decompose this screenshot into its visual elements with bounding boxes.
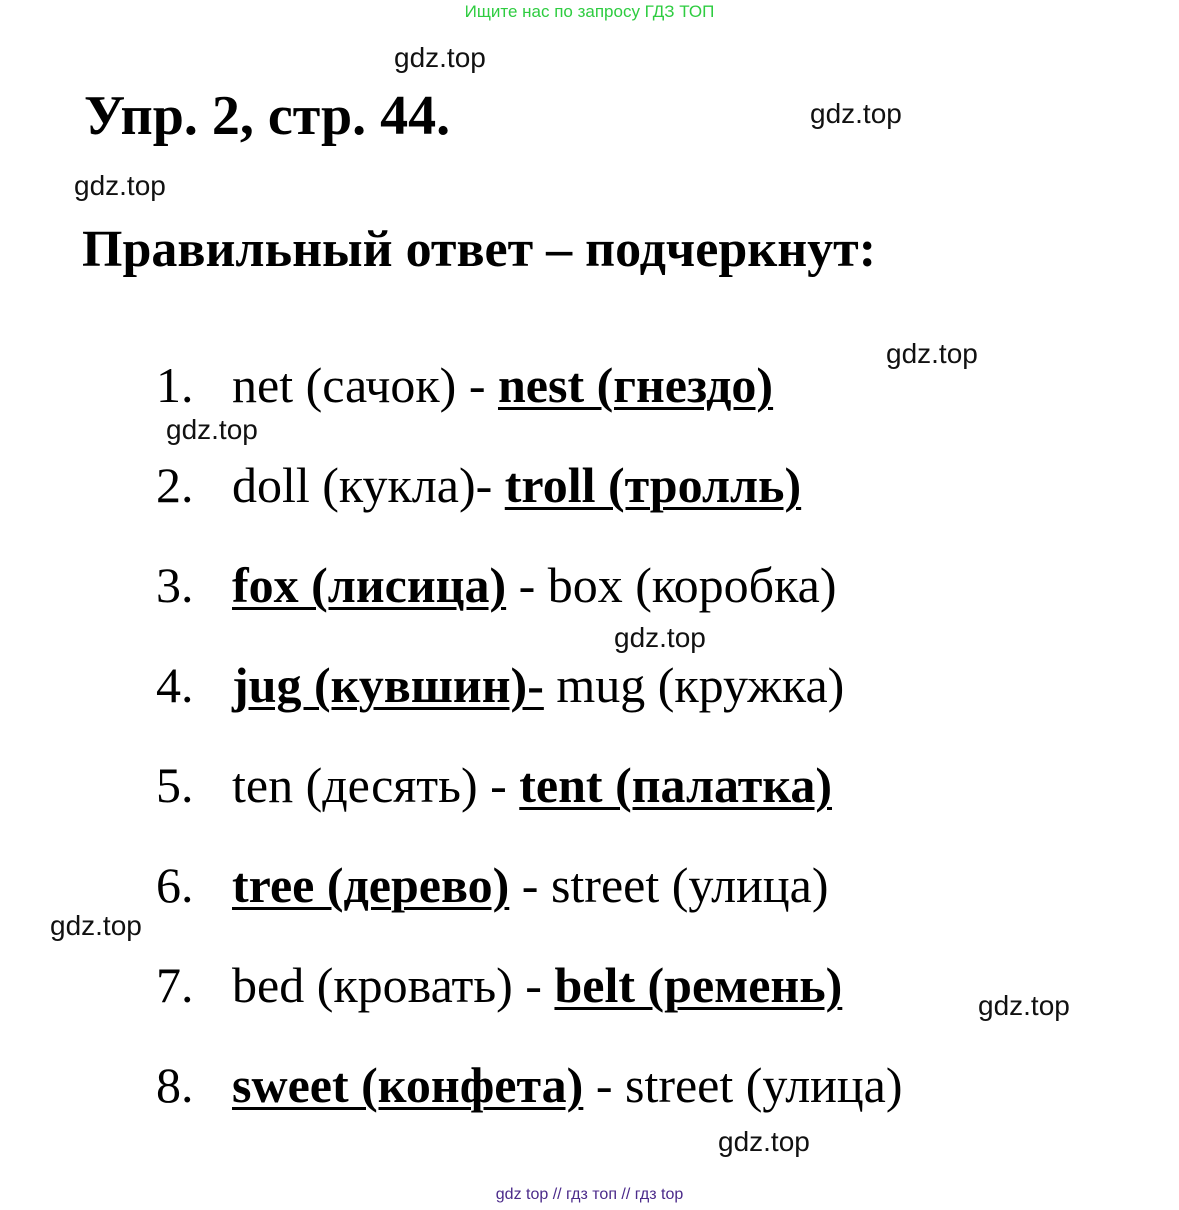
correct-answer: belt (ремень) — [554, 957, 843, 1013]
watermark: gdz.top — [810, 98, 902, 129]
list-item — [0, 356, 1179, 416]
instruction-subtitle: Правильный ответ – подчеркнут: — [82, 221, 877, 278]
watermark: gdz.top — [166, 414, 258, 445]
word-option: doll (кукла) — [232, 457, 476, 513]
item-number: 3. — [156, 557, 194, 613]
word-option: box (коробка) — [547, 557, 837, 613]
correct-answer: jug (кувшин)- — [232, 657, 544, 713]
watermark: gdz.top — [886, 338, 978, 369]
word-option: street (улица) — [550, 857, 829, 913]
item-number: 4. — [156, 657, 194, 713]
word-option: net (сачок) — [232, 357, 457, 413]
watermark: gdz.top — [614, 622, 706, 653]
item-number: 6. — [156, 857, 194, 913]
word-pair — [232, 1056, 903, 1114]
word-option: ten (десять) — [232, 757, 478, 813]
watermark: gdz.top — [74, 170, 166, 201]
list-item — [0, 956, 1179, 1016]
exercise-title: Упр. 2, стр. 44. — [84, 85, 451, 147]
correct-answer: tree (дерево) — [232, 857, 510, 913]
word-pair — [232, 556, 837, 614]
watermark: gdz.top — [718, 1126, 810, 1157]
correct-answer: tent (палатка) — [519, 757, 832, 813]
word-pair — [232, 856, 828, 914]
word-option: street (улица) — [624, 1057, 903, 1113]
list-item — [0, 756, 1179, 816]
item-number: 8. — [156, 1057, 194, 1113]
word-pair — [232, 356, 773, 414]
item-number: 1. — [156, 357, 194, 413]
watermark: gdz.top — [394, 42, 486, 73]
list-item — [0, 656, 1179, 716]
separator: - — [477, 757, 520, 813]
separator: - — [583, 1057, 625, 1113]
separator: - — [512, 957, 555, 1013]
correct-answer: nest (гнездо) — [497, 357, 774, 413]
watermark: gdz.top — [50, 910, 142, 941]
list-item — [0, 1056, 1179, 1116]
footer-links: gdz top // гдз топ // гдз top — [495, 1186, 684, 1203]
separator: - — [506, 557, 548, 613]
separator: - — [456, 357, 498, 413]
list-item — [0, 456, 1179, 516]
word-pair — [232, 956, 842, 1014]
list-item — [0, 556, 1179, 616]
item-number: 2. — [156, 457, 194, 513]
word-option: bed (кровать) — [232, 957, 513, 1013]
separator — [544, 657, 557, 713]
item-number: 7. — [156, 957, 194, 1013]
separator: - — [475, 457, 505, 513]
item-number: 5. — [156, 757, 194, 813]
search-banner: Ищите нас по запросу ГДЗ ТОП — [464, 2, 715, 21]
watermark: gdz.top — [978, 990, 1070, 1021]
correct-answer: sweet (конфета) — [232, 1057, 584, 1113]
list-item — [0, 856, 1179, 916]
word-option: mug (кружка) — [556, 657, 845, 713]
word-pair — [232, 456, 801, 514]
correct-answer: troll (тролль) — [504, 457, 802, 513]
separator: - — [509, 857, 551, 913]
word-pair — [232, 656, 844, 714]
correct-answer: fox (лисица) — [232, 557, 507, 613]
word-pair — [232, 756, 832, 814]
